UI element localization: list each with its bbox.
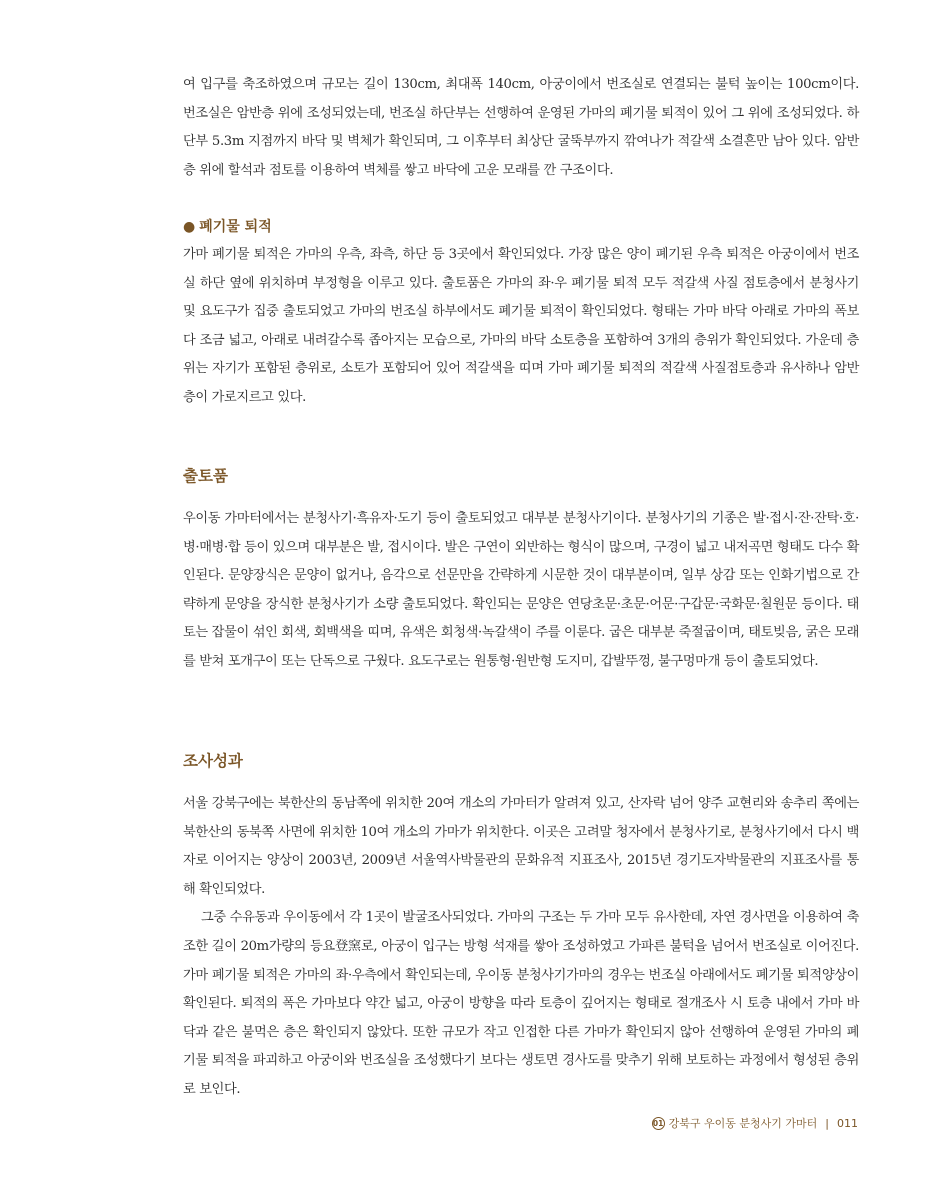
intro-section	[183, 71, 859, 185]
intro-paragraph: 여 입구를 축조하였으며 규모는 길이 130cm, 최대폭 140cm, 아궁이에서 번조실로 연결되는 불턱 높이는 100cm이다. 번조실은 암반층 위에 조성되었는데, 번조실 하단부는 선행하여 운영된 가마의 폐기물 퇴적이 있어 그 위에 조성되었다. 하단부 5.3m 지점까지 바닥 및 벽체가 확인되며, 그 이후부터 최상단 굴뚝부까지 깎여나가 적갈색 소결흔만 남아 있다. 암반층 위에 할석과 점토를 이용하여 벽체를 쌓고 바닥에 고운 모래를 깐 구조이다.	[183, 77, 859, 178]
waste-section	[183, 216, 859, 413]
page-footer	[652, 1115, 858, 1131]
bullet-icon: ●	[183, 219, 196, 235]
chapter-number-badge: 01	[652, 1118, 664, 1128]
results-paragraph-2: 그중 수유동과 우이동에서 각 1곳이 발굴조사되었다. 가마의 구조는 두 가마 모두 유사한데, 자연 경사면을 이용하여 축조한 길이 20m가량의 등요登窯로, 아궁이 입구는 방형 석재를 쌓아 조성하였고 가파른 불턱을 넘어서 번조실로 이어진다. 가마 폐기물 퇴적은 가마의 좌·우측에서 확인되는데, 우이동 분청사기가마의 경우는 번조실 아래에서도 폐기물 퇴적양상이 확인된다. 퇴적의 폭은 가마보다 약간 넓고, 아궁이 방향을 따라 토층이 깊어지는 형태로 절개조사 시 토층 내에서 가마 바닥과 같은 불먹은 층은 확인되지 않았다. 또한 규모가 작고 인접한 다른 가마가 확인되지 않아 선행하여 운영된 가마의 폐기물 퇴적을 파괴하고 아궁이와 번조실을 조성했다기 보다는 생토면 경사도를 맞추기 위해 보토하는 과정에서 형성된 층위로 보인다.	[183, 910, 859, 1097]
artifacts-heading: 출토품	[183, 467, 228, 485]
results-paragraph-1: 서울 강북구에는 북한산의 동남쪽에 위치한 20여 개소의 가마터가 알려져 있고, 산자락 넘어 양주 교현리와 송추리 쪽에는 북한산의 동북쪽 사면에 위치한 10여 개소의 가마가 위치한다. 이곳은 고려말 청자에서 분청사기로, 분청사기에서 다시 백자로 이어지는 양상이 2003년, 2009년 서울역사박물관의 문화유적 지표조사, 2015년 경기도자박물관의 지표조사를 통해 확인되었다.	[183, 796, 859, 897]
artifacts-paragraph: 우이동 가마터에서는 분청사기·흑유자·도기 등이 출토되었고 대부분 분청사기이다. 분청사기의 기종은 발·접시·잔·잔탁·호·병·매병·합 등이 있으며 대부분은 발, 접시이다. 발은 구연이 외반하는 형식이 많으며, 구경이 넓고 내저곡면 형태도 다수 확인된다. 문양장식은 문양이 없거나, 음각으로 선문만을 간략하게 시문한 것이 대부분이며, 일부 상감 또는 인화기법으로 간략하게 문양을 장식한 분청사기가 소량 출토되었다. 확인되는 문양은 연당초문·초문·어문·구갑문·국화문·칠원문 등이다. 태토는 잡물이 섞인 회색, 회백색을 띠며, 유색은 회청색·녹갈색이 주를 이룬다. 굽은 대부분 죽절굽이며, 태토빚음, 굵은 모래를 받쳐 포개구이 또는 단독으로 구웠다. 요도구로는 원통형·원반형 도지미, 갑발뚜껑, 불구멍마개 등이 출토되었다.	[183, 511, 859, 669]
waste-paragraph: 가마 폐기물 퇴적은 가마의 우측, 좌측, 하단 등 3곳에서 확인되었다. 가장 많은 양이 폐기된 우측 퇴적은 아궁이에서 번조실 하단 옆에 위치하며 부정형을 이루고 있다. 출토품은 가마의 좌·우 폐기물 퇴적 모두 적갈색 사질 점토층에서 분청사기 및 요도구가 집중 출토되었고 가마의 번조실 하부에서도 폐기물 퇴적이 확인되었다. 형태는 가마 바닥 아래로 가마의 폭보다 조금 넓고, 아래로 내려갈수록 좁아지는 모습으로, 가마의 바닥 소토층을 포함하여 3개의 층위가 확인되었다. 가운데 층위는 자기가 포함된 층위로, 소토가 포함되어 있어 적갈색을 띠며 가마 폐기물 퇴적의 적갈색 사질점토층과 유사하나 암반층이 가로지르고 있다.	[183, 247, 859, 405]
waste-heading-label: 폐기물 퇴적	[199, 219, 272, 235]
page-number: 011	[837, 1116, 858, 1130]
running-title: 강북구 우이동 분청사기 가마터	[668, 1117, 818, 1130]
results-heading: 조사성과	[183, 752, 243, 770]
footer-separator: |	[825, 1116, 829, 1130]
waste-heading	[183, 216, 859, 238]
artifacts-section	[183, 465, 859, 677]
results-section	[183, 750, 859, 1105]
